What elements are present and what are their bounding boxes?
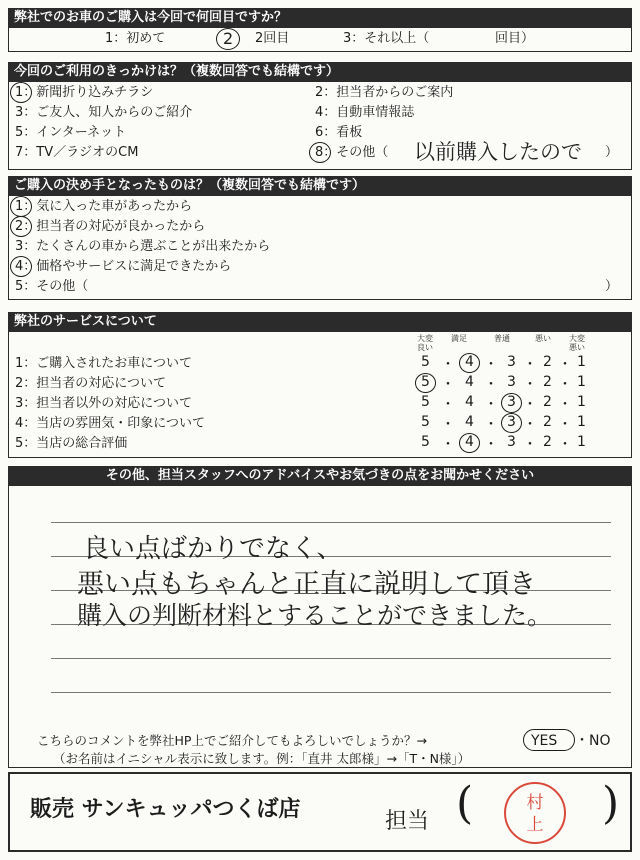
comment-line bbox=[51, 658, 611, 659]
rating-value-4: 4 bbox=[465, 414, 474, 430]
scale-label-2: 悪い bbox=[535, 334, 551, 343]
q3-other-close: ） bbox=[605, 279, 619, 294]
scale-label-4: 満足 bbox=[451, 334, 467, 343]
rating-separator: ・ bbox=[484, 377, 498, 393]
rating-value-1: 1 bbox=[577, 414, 586, 430]
tanto-open-paren: ( bbox=[456, 778, 474, 829]
q2-item-3-label: ：ご友人、知人からのご紹介 bbox=[23, 105, 193, 120]
rating-separator: ・ bbox=[441, 437, 455, 453]
rating-row bbox=[9, 434, 629, 454]
scale-label-5: 大変 良い bbox=[417, 334, 433, 352]
rating-value-2: 2 bbox=[543, 374, 552, 390]
rating-separator: ・ bbox=[484, 357, 498, 373]
q4-box bbox=[8, 332, 632, 458]
rating-separator: ・ bbox=[558, 377, 572, 393]
rating-value-1: 1 bbox=[577, 374, 586, 390]
rating-separator: ・ bbox=[484, 397, 498, 413]
footer-box bbox=[8, 772, 632, 852]
q3-item-4-label: ：価格やサービスに満足できたから bbox=[23, 259, 232, 274]
rating-value-1: 1 bbox=[577, 354, 586, 370]
rating-item-label: 1：ご購入されたお車について bbox=[15, 356, 193, 371]
rating-selected-circle bbox=[501, 413, 522, 433]
rating-item-label: 3：担当者以外の対応について bbox=[15, 396, 193, 411]
consent-question: こちらのコメントを弊社HP上でご紹介してもよろしいでしょうか？→ bbox=[37, 733, 427, 748]
rating-value-3: 3 bbox=[507, 414, 516, 430]
q1-option-3-unit: 回目） bbox=[495, 31, 535, 46]
rating-value-3: 3 bbox=[507, 354, 516, 370]
q2-item-3-num: 3 bbox=[15, 105, 24, 120]
rating-value-4: 4 bbox=[465, 374, 474, 390]
q2-header: 今回のご利用のきっかけは？（複数回答でも結構です） bbox=[8, 62, 632, 82]
rating-selected-circle bbox=[459, 433, 480, 453]
rating-value-2: 2 bbox=[543, 434, 552, 450]
q2-other-handwritten: 以前購入したので bbox=[414, 140, 582, 164]
rating-selected-circle bbox=[501, 393, 522, 413]
rating-separator: ・ bbox=[523, 417, 537, 433]
consent-note: （お名前はイニシャル表示に致します。例：「直井 太郎様」→「T・N様」） bbox=[53, 751, 471, 766]
rating-separator: ・ bbox=[523, 437, 537, 453]
rating-value-4: 4 bbox=[465, 394, 474, 410]
q2-other-close: ） bbox=[605, 145, 619, 160]
q3-box bbox=[8, 196, 632, 300]
rating-row bbox=[9, 354, 629, 374]
q1-option-1: 1：初めて bbox=[105, 31, 166, 46]
q3-selected-circle-2 bbox=[10, 216, 32, 237]
shop-name: 販売 サンキュッパつくば店 bbox=[30, 797, 301, 822]
q2-item-4-num: 4 bbox=[315, 105, 324, 120]
tanto-close-paren: ) bbox=[602, 778, 620, 829]
rating-separator: ・ bbox=[558, 417, 572, 433]
rating-row bbox=[9, 394, 629, 414]
q3-item-3-label: ：たくさんの車から選ぶことが出来たから bbox=[23, 239, 271, 254]
comment-handwritten-line-3: 購入の判断材料とすることができました。 bbox=[77, 601, 553, 630]
q3-item-5-num: 5 bbox=[15, 279, 24, 294]
q2-item-2-num: 2 bbox=[315, 85, 324, 100]
q3-item-2-num: 2 bbox=[15, 219, 24, 234]
rating-value-2: 2 bbox=[543, 354, 552, 370]
rating-item-label: 4：当店の雰囲気・印象について bbox=[15, 416, 206, 431]
consent-yes-circle bbox=[523, 729, 575, 751]
q3-selected-circle-4 bbox=[10, 256, 32, 277]
q2-item-2-label: ：担当者からのご案内 bbox=[323, 85, 454, 100]
q2-item-7-label: ：TV／ラジオのCM bbox=[23, 145, 139, 160]
rating-value-4: 4 bbox=[465, 354, 474, 370]
comment-line bbox=[51, 692, 611, 693]
rating-value-1: 1 bbox=[577, 394, 586, 410]
q2-selected-circle-1 bbox=[10, 82, 32, 103]
rating-separator: ・ bbox=[441, 357, 455, 373]
consent-yes: YES bbox=[531, 733, 558, 749]
consent-no: ・NO bbox=[575, 733, 611, 749]
q2-box bbox=[8, 82, 632, 170]
rating-separator: ・ bbox=[523, 357, 537, 373]
q1-option-3: 3：それ以上（ bbox=[343, 31, 430, 46]
q2-item-1-num: 1 bbox=[15, 85, 24, 100]
rating-value-4: 4 bbox=[465, 434, 474, 450]
q2-item-4-label: ：自動車情報誌 bbox=[323, 105, 415, 120]
q3-item-1-num: 1 bbox=[15, 199, 24, 214]
q2-item-6-label: ：看板 bbox=[323, 125, 363, 140]
rating-item-label: 5：当店の総合評価 bbox=[15, 436, 128, 451]
rating-value-5: 5 bbox=[421, 354, 430, 370]
q1-header: 弊社でのお車のご購入は今回で何回目ですか？ bbox=[8, 8, 632, 28]
q2-item-1-label: ：新聞折り込みチラシ bbox=[23, 85, 154, 100]
q3-selected-circle-1 bbox=[10, 196, 32, 217]
rating-value-5: 5 bbox=[421, 434, 430, 450]
rating-separator: ・ bbox=[441, 417, 455, 433]
rating-separator: ・ bbox=[484, 417, 498, 433]
tanto-label: 担当 bbox=[385, 809, 430, 834]
rating-value-3: 3 bbox=[507, 434, 516, 450]
q3-item-5-label: ：その他（ bbox=[23, 279, 89, 294]
stamp-char-top: 村 bbox=[526, 793, 544, 813]
q1-selected-circle bbox=[216, 28, 240, 50]
rating-separator: ・ bbox=[558, 397, 572, 413]
q2-item-5-num: 5 bbox=[15, 125, 24, 140]
rating-separator: ・ bbox=[558, 357, 572, 373]
q2-item-6-num: 6 bbox=[315, 125, 324, 140]
scale-label-3: 普通 bbox=[494, 334, 510, 343]
scale-label-1: 大変 悪い bbox=[569, 334, 585, 352]
q3-header: ご購入の決め手となったものは？（複数回答でも結構です） bbox=[8, 176, 632, 196]
stamp-char-bottom: 上 bbox=[526, 815, 544, 835]
rating-separator: ・ bbox=[441, 397, 455, 413]
rating-value-2: 2 bbox=[543, 394, 552, 410]
q3-item-2-label: ：担当者の対応が良かったから bbox=[23, 219, 206, 234]
rating-separator: ・ bbox=[523, 377, 537, 393]
hanko-stamp bbox=[504, 782, 566, 844]
rating-separator: ・ bbox=[484, 437, 498, 453]
rating-row bbox=[9, 414, 629, 434]
q3-item-3-num: 3 bbox=[15, 239, 24, 254]
q2-item-7-num: 7 bbox=[15, 145, 24, 160]
q3-item-4-num: 4 bbox=[15, 259, 24, 274]
q5-header: その他、担当スタッフへのアドバイスやお気づきの点をお聞かせください bbox=[8, 466, 632, 486]
q2-selected-circle-8 bbox=[309, 142, 331, 163]
comment-line bbox=[51, 522, 611, 523]
q1-box bbox=[8, 28, 632, 52]
rating-value-3: 3 bbox=[507, 394, 516, 410]
rating-value-2: 2 bbox=[543, 414, 552, 430]
rating-row bbox=[9, 374, 629, 394]
q1-option-2-label: 2回目 bbox=[255, 31, 290, 46]
q2-item-5-label: ：インターネット bbox=[23, 125, 127, 140]
comment-handwritten-line-2: 悪い点もちゃんと正直に説明して頂き bbox=[77, 569, 536, 600]
rating-value-5: 5 bbox=[421, 414, 430, 430]
comment-handwritten-line-1: 良い点ばかりでなく、 bbox=[83, 534, 343, 564]
q5-box bbox=[8, 486, 632, 768]
q3-item-1-label: ：気に入った車があったから bbox=[23, 199, 193, 214]
rating-separator: ・ bbox=[523, 397, 537, 413]
rating-separator: ・ bbox=[441, 377, 455, 393]
rating-selected-circle bbox=[459, 353, 480, 373]
q2-item-8-label: ：その他（ bbox=[323, 145, 389, 160]
rating-separator: ・ bbox=[558, 437, 572, 453]
rating-item-label: 2：担当者の対応について bbox=[15, 376, 167, 391]
rating-value-3: 3 bbox=[507, 374, 516, 390]
rating-selected-circle bbox=[415, 373, 436, 393]
q2-item-8-num: 8 bbox=[315, 145, 324, 160]
q1-option-2-num: 2 bbox=[223, 29, 234, 48]
rating-value-5: 5 bbox=[421, 374, 430, 390]
rating-value-5: 5 bbox=[421, 394, 430, 410]
q4-header: 弊社のサービスについて bbox=[8, 312, 632, 332]
rating-value-1: 1 bbox=[577, 434, 586, 450]
